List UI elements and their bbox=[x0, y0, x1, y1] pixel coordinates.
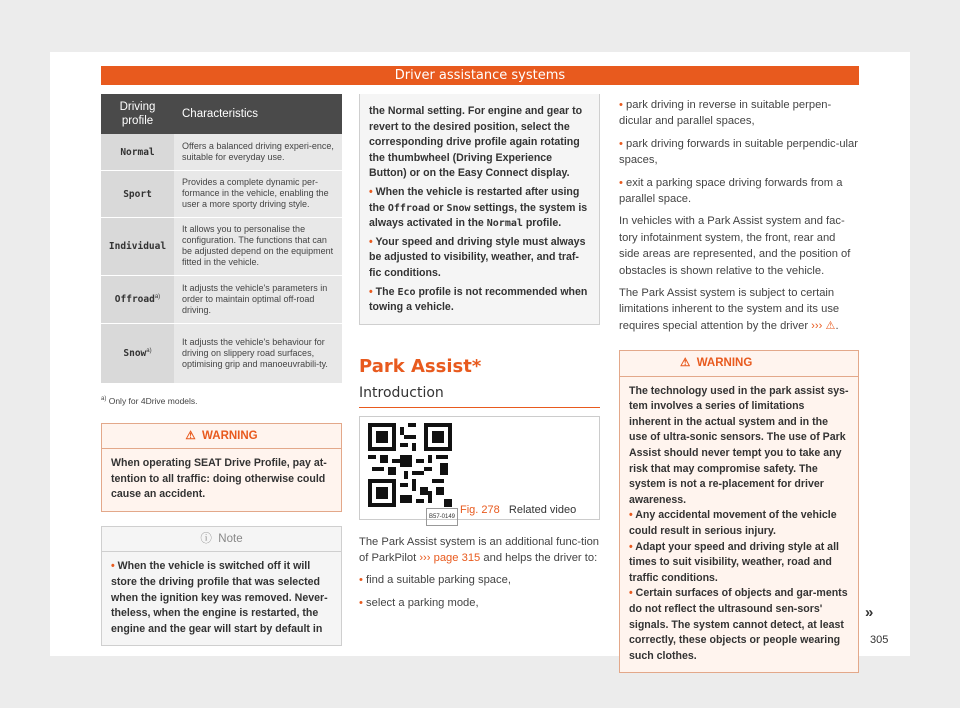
column-3 bbox=[619, 94, 859, 673]
page-number: 305 bbox=[870, 634, 889, 646]
note-bullet: • The Eco profile is not recommended when towing a vehicle. bbox=[369, 285, 588, 314]
note-text: • When the vehicle is switched off it will store the driving profile that was selected when the ignition key was removed. Never-theless, when the engine is restarted, the engine and the gear will start by default in bbox=[111, 560, 328, 635]
figure-code: B57-0149 bbox=[426, 508, 458, 526]
profile-desc: It allows you to personalise the configuration. The functions that can be adjusted depend on the equipment fitted in the vehicle. bbox=[174, 217, 342, 275]
warning-header: ⚠ WARNING bbox=[102, 424, 341, 449]
warning-box bbox=[101, 423, 342, 512]
profile-name: Sport bbox=[101, 170, 174, 217]
list-item: • exit a parking space driving forwards from a parallel space. bbox=[619, 176, 843, 206]
warning-text: The technology used in the park assist sys-tem involves a series of limitations inherent in the actual system and in the use of ultra-sonic sensors. The use of Park Assist should never tempt you to take any risk that may compromise safety. The system is not a re-placement for driver awareness. bbox=[629, 384, 849, 506]
column-2 bbox=[359, 94, 600, 617]
profile-desc: It adjusts the vehicle's parameters in order to maintain optimal off-road driving. bbox=[174, 275, 342, 323]
warning-small-icon: ⚠ bbox=[825, 319, 836, 332]
list-item: • find a suitable parking space, bbox=[359, 574, 511, 587]
warning-bullet: • Certain surfaces of objects and gar-ments do not reflect the ultrasound sen-sors' signals. The system cannot detect, at least correctly, these objects or people wearing such clothes. bbox=[629, 587, 848, 662]
list-item: • select a parking mode, bbox=[359, 596, 479, 609]
driving-profile-table bbox=[101, 94, 342, 384]
note-box bbox=[101, 526, 342, 646]
section-header: Driver assistance systems bbox=[101, 66, 859, 85]
list-item: • park driving forwards in suitable perpendic-ular spaces, bbox=[619, 137, 858, 167]
table-header-characteristics: Characteristics bbox=[174, 94, 342, 134]
continue-mark: » bbox=[865, 604, 874, 621]
warning-bullet: • Adapt your speed and driving style at all times to suit visibility, weather, road and traffic conditions. bbox=[629, 540, 839, 584]
warning-reference-link[interactable]: ››› bbox=[811, 319, 823, 332]
table-row bbox=[101, 170, 342, 217]
profile-name: Normal bbox=[101, 134, 174, 170]
warning-icon: ⚠ bbox=[185, 429, 196, 442]
list-item: • park driving in reverse in suitable perpen-dicular and parallel spaces, bbox=[619, 99, 832, 128]
intro-text: The Park Assist system is an additional func-tion of ParkPilot ››› page 315 and helps the driver to: • find a suitable parking space, • select a parking mode, bbox=[359, 534, 600, 612]
info-icon: ⓘ bbox=[200, 532, 212, 545]
warning-text: When operating SEAT Drive Profile, pay at-tention to all traffic: doing otherwise could cause an accident. bbox=[111, 457, 327, 501]
section-heading: Park Assist* bbox=[359, 355, 482, 377]
list-continued bbox=[619, 97, 859, 334]
note-bullet: • When the vehicle is restarted after using the Offroad or Snow settings, the system is always activated in the Normal profile. bbox=[369, 185, 588, 230]
table-row bbox=[101, 134, 342, 170]
paragraph: In vehicles with a Park Assist system and fac-tory infotainment system, the front, rear and side areas are represented, and the position of obstacles is shown relative to the vehicle. bbox=[619, 215, 851, 277]
profile-name: Snow$^{a)}$ bbox=[101, 323, 174, 383]
table-row bbox=[101, 217, 342, 275]
note-header: ⓘ Note bbox=[102, 527, 341, 552]
page-315-link[interactable]: ››› page 315 bbox=[419, 551, 481, 564]
profile-name: Offroad$^{a)}$ bbox=[101, 275, 174, 323]
profile-desc: Provides a complete dynamic per-formance in the vehicle, enabling the user a more sporty driving style. bbox=[174, 170, 342, 217]
note-continued-text: the Normal setting. For engine and gear to revert to the desired position, select the corresponding drive profile again rotating the thumbwheel (Driving Experience Button) or on the Easy Connect display. bbox=[369, 105, 583, 180]
profile-desc: Offers a balanced driving experi-ence, suitable for everyday use. bbox=[174, 134, 342, 170]
profile-name: Individual bbox=[101, 217, 174, 275]
note-bullet: • Your speed and driving style must always be adjusted to visibility, weather, and traf-fic conditions. bbox=[369, 235, 586, 279]
qr-code-icon[interactable] bbox=[368, 423, 452, 507]
figure-278 bbox=[359, 416, 600, 520]
table-row bbox=[101, 323, 342, 383]
warning-header: ⚠ WARNING bbox=[620, 351, 858, 376]
table-header-profile: Driving profile bbox=[101, 94, 174, 134]
warning-icon: ⚠ bbox=[680, 357, 691, 370]
table-row bbox=[101, 275, 342, 323]
profile-desc: It adjusts the vehicle's behaviour for driving on slippery road surfaces, optimising grip and manoeuvrabili-ty. bbox=[174, 323, 342, 383]
park-assist-warning-box bbox=[619, 350, 859, 673]
figure-caption: Fig. 278 Related video bbox=[460, 503, 577, 516]
paragraph: The Park Assist system is subject to certain limitations inherent to the system and its use requires special attention by the driver ››› ⚠. bbox=[619, 287, 840, 332]
sub-heading: Introduction bbox=[359, 385, 600, 407]
warning-bullet: • Any accidental movement of the vehicle could result in serious injury. bbox=[629, 509, 837, 538]
column-1 bbox=[101, 94, 342, 646]
table-footnote: $^{a)}$ Only for 4Drive models. bbox=[101, 395, 198, 406]
note-continued-box bbox=[359, 94, 600, 325]
